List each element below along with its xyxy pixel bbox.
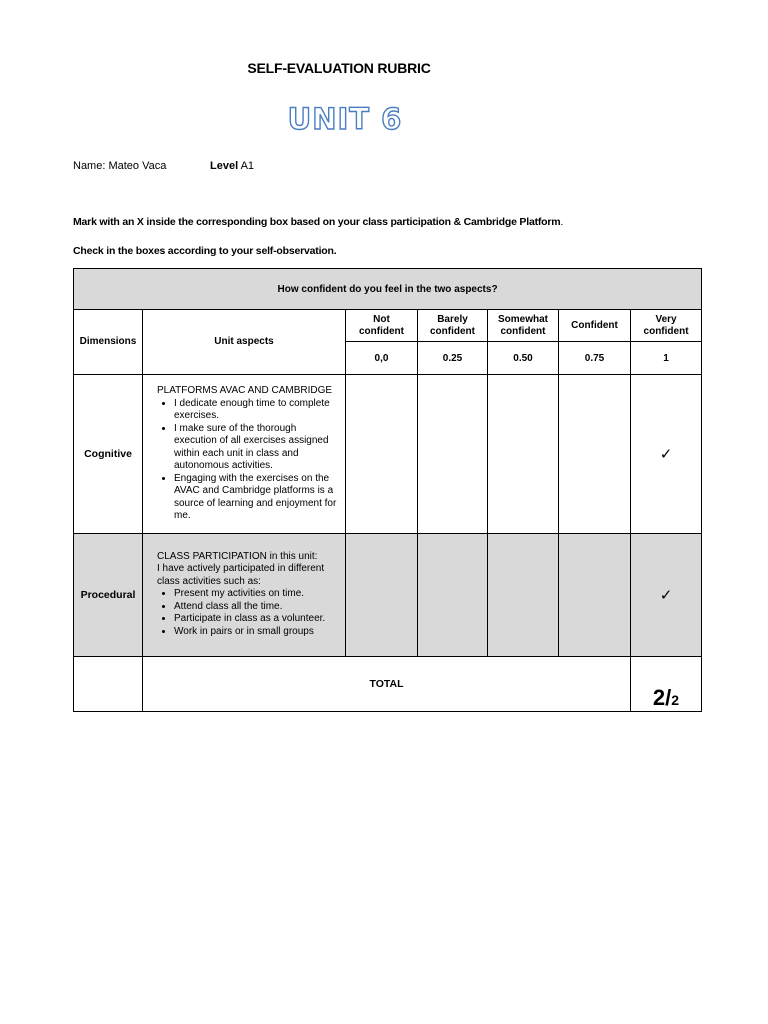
dimension-cognitive: Cognitive — [74, 375, 143, 534]
level-header-line: confident — [430, 325, 475, 337]
list-item: • I make sure of the thorough execution of all exercises assigned within each unit in class and autonomous activities. — [174, 423, 339, 473]
aspects-intro: I have actively participated in different class activities such as: — [157, 563, 325, 587]
rubric-table — [73, 268, 702, 712]
instruction-1-text: Mark with an X inside the corresponding box based on your class participation & Cambridge Platform — [73, 216, 561, 228]
list-item: • I dedicate enough time to complete exercises. — [174, 398, 339, 423]
aspects-procedural — [143, 533, 346, 656]
level-header-line: confident — [643, 325, 689, 337]
cell-cognitive-barely-confident[interactable] — [418, 375, 488, 534]
level-header-very-confident — [631, 310, 702, 342]
total-empty-cell — [74, 656, 143, 711]
list-item: • Present my activities on time. — [174, 588, 339, 601]
aspects-list — [157, 398, 339, 523]
list-item: • Participate in class as a volunteer. — [174, 613, 339, 626]
level-header-line: Barely — [437, 313, 468, 325]
aspects-cognitive — [143, 375, 346, 534]
level-label: Level — [210, 160, 239, 172]
student-name — [73, 160, 210, 172]
aspects-list — [157, 588, 339, 638]
cell-procedural-barely-confident[interactable] — [418, 533, 488, 656]
level-header-line: confident — [500, 325, 546, 337]
rubric-title: SELF-EVALUATION RUBRIC — [247, 60, 431, 76]
level-header-line: Very — [655, 313, 677, 325]
level-value-barely-confident: 0.25 — [418, 342, 488, 375]
level-value-somewhat-confident: 0.50 — [488, 342, 559, 375]
level-header-somewhat-confident — [488, 310, 559, 342]
instruction-1-end: . — [560, 216, 564, 228]
list-item: • Work in pairs or in small groups — [174, 626, 339, 639]
total-row — [74, 656, 702, 711]
cell-procedural-very-confident[interactable] — [631, 533, 702, 656]
cell-procedural-not-confident[interactable] — [346, 533, 418, 656]
level-header-line: Not — [373, 313, 390, 325]
aspects-heading: PLATFORMS AVAC AND CAMBRIDGE — [157, 385, 333, 396]
unit-title: UNIT 6 — [287, 102, 403, 136]
instruction-1 — [73, 216, 563, 228]
level-value-not-confident: 0,0 — [346, 342, 418, 375]
level-header-line: confident — [359, 325, 404, 337]
cell-cognitive-not-confident[interactable] — [346, 375, 418, 534]
aspects-header: Unit aspects — [143, 310, 346, 375]
name-label: Name: — [73, 160, 109, 172]
instruction-2: Check in the boxes according to your self-observation. — [73, 245, 337, 257]
list-item: • Attend class all the time. — [174, 601, 339, 614]
student-info — [73, 160, 254, 172]
cell-procedural-somewhat-confident[interactable] — [488, 533, 559, 656]
level-value-confident: 0.75 — [559, 342, 631, 375]
level-header-line: Confident — [571, 319, 618, 331]
score-value: 2/ — [652, 684, 672, 710]
check-mark-icon: ✓ — [659, 444, 673, 463]
level-header-not-confident — [346, 310, 418, 342]
cell-cognitive-very-confident[interactable] — [631, 375, 702, 534]
cell-cognitive-somewhat-confident[interactable] — [488, 375, 559, 534]
question-header: How confident do you feel in the two aspects? — [74, 269, 702, 310]
check-mark-icon: ✓ — [659, 585, 673, 604]
dimension-procedural: Procedural — [74, 533, 143, 656]
dimensions-header: Dimensions — [74, 310, 143, 375]
table-row — [74, 375, 702, 534]
list-item: • Engaging with the exercises on the AVAC and Cambridge platforms is a source of learning and enjoyment for me. — [174, 473, 339, 523]
total-score[interactable] — [631, 656, 702, 711]
cell-cognitive-confident[interactable] — [559, 375, 631, 534]
level-value-very-confident: 1 — [631, 342, 702, 375]
cell-procedural-confident[interactable] — [559, 533, 631, 656]
table-row — [74, 533, 702, 656]
aspects-heading: CLASS PARTICIPATION in this unit: — [157, 550, 318, 562]
level-header-barely-confident — [418, 310, 488, 342]
level-header-confident — [559, 310, 631, 342]
total-label: TOTAL — [143, 656, 631, 711]
score-max: 2 — [671, 691, 680, 708]
level-value: A1 — [238, 160, 255, 172]
level-header-line: Somewhat — [497, 313, 548, 325]
name-value: Mateo Vaca — [108, 160, 167, 172]
